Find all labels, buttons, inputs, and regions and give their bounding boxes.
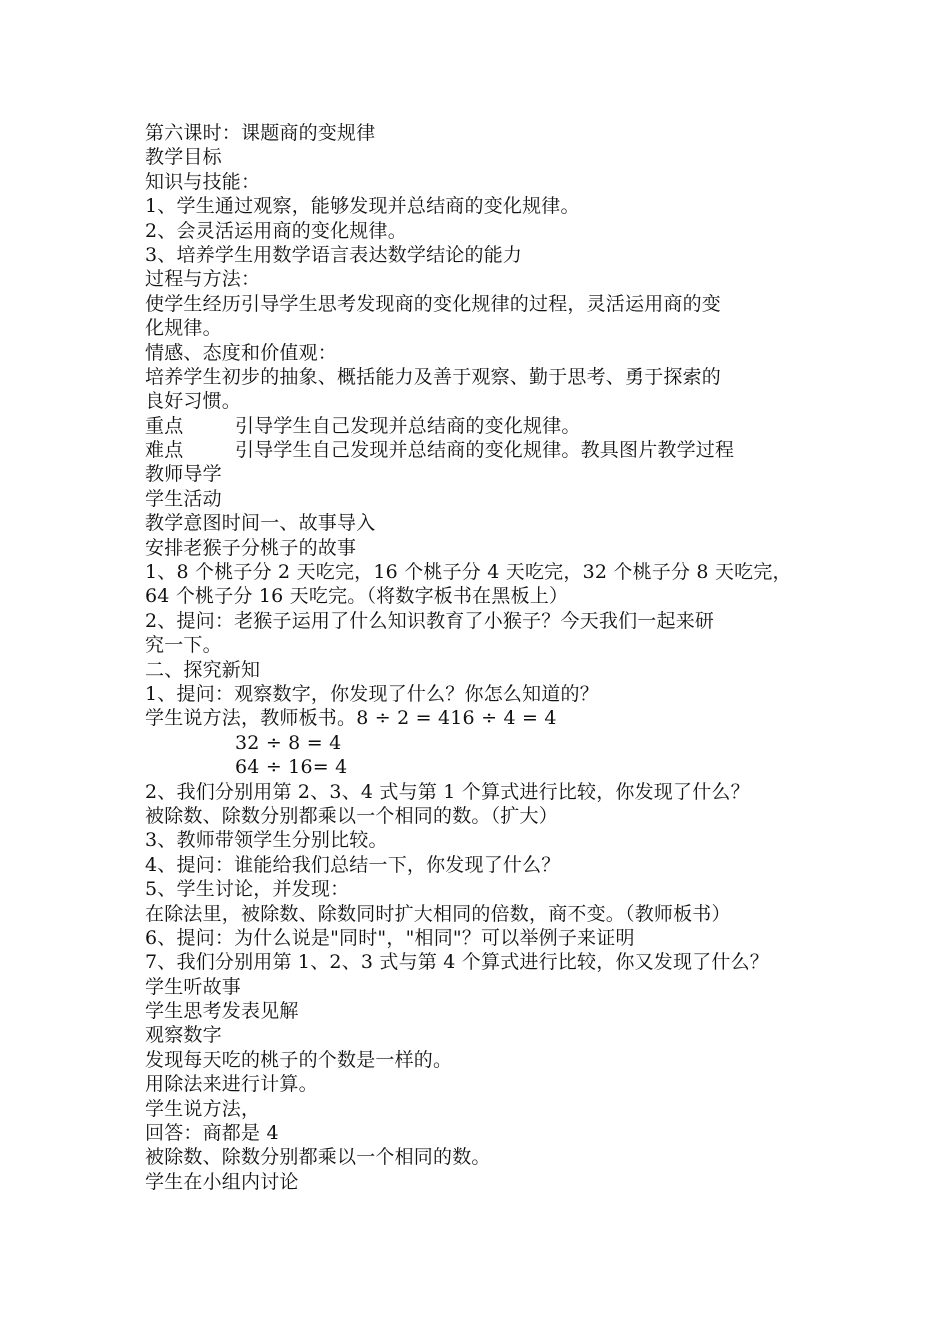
document-page — [145, 121, 825, 1194]
paragraph-line: 6、提问：为什么说是"同时"，"相同"？可以举例子来证明 — [145, 926, 635, 949]
paragraph-line: 教学意图时间一、故事导入 — [145, 512, 376, 535]
paragraph-line: 培养学生初步的抽象、概括能力及善于观察、勤于思考、勇于探索的 — [145, 365, 722, 388]
paragraph-line: 观察数字 — [145, 1024, 222, 1047]
paragraph-line: 回答：商都是 4 — [145, 1122, 279, 1145]
paragraph-line: 学生听故事 — [145, 975, 242, 998]
lesson-title: 第六课时：课题商的变规律 — [145, 122, 376, 144]
paragraph-line: 学生说方法，教师板书。8 ÷ 2 = 416 ÷ 4 = 4 — [145, 707, 557, 730]
subheading: 知识与技能： — [145, 170, 261, 193]
difficult-point-label: 难点 — [145, 439, 184, 462]
difficult-point-line — [145, 438, 825, 462]
paragraph-line: 2、会灵活运用商的变化规律。 — [145, 219, 407, 242]
paragraph-line: 被除数、除数分别都乘以一个相同的数。（扩大） — [145, 804, 558, 827]
paragraph-line: 64 个桃子分 16 天吃完。（将数字板书在黑板上） — [145, 585, 569, 608]
paragraph-line: 使学生经历引导学生思考发现商的变化规律的过程，灵活运用商的变 — [145, 292, 722, 315]
difficult-point-text: 引导学生自己发现并总结商的变化规律。教具图片教学过程 — [235, 439, 735, 462]
paragraph-line: 4、提问：谁能给我们总结一下，你发现了什么？ — [145, 853, 561, 876]
paragraph-line: 7、我们分别用第 1、2、3 式与第 4 个算式进行比较，你又发现了什么？ — [145, 951, 770, 974]
paragraph-line: 3、教师带领学生分别比较。 — [145, 829, 388, 852]
paragraph-line: 学生思考发表见解 — [145, 1000, 299, 1023]
paragraph-line: 教师导学 — [145, 463, 222, 486]
subheading: 过程与方法： — [145, 268, 261, 291]
paragraph-line: 在除法里，被除数、除数同时扩大相同的倍数，商不变。（教师板书） — [145, 902, 731, 925]
equation-line: 32 ÷ 8 = 4 — [235, 731, 342, 754]
paragraph-line: 1、提问：观察数字，你发现了什么？你怎么知道的？ — [145, 682, 599, 705]
key-point-line — [145, 414, 825, 438]
paragraph-line: 化规律。 — [145, 317, 222, 340]
paragraph-line: 安排老猴子分桃子的故事 — [145, 536, 357, 559]
paragraph-line: 究一下。 — [145, 634, 222, 657]
paragraph-line: 发现每天吃的桃子的个数是一样的。 — [145, 1048, 453, 1071]
paragraph-line: 用除法来进行计算。 — [145, 1073, 318, 1096]
key-point-label: 重点 — [145, 414, 184, 437]
paragraph-line: 良好习惯。 — [145, 390, 242, 413]
paragraph-line: 1、8 个桃子分 2 天吃完，16 个桃子分 4 天吃完，32 个桃子分 8 天吃完， — [145, 561, 792, 584]
paragraph-line: 3、培养学生用数学语言表达数学结论的能力 — [145, 243, 523, 266]
paragraph-line: 2、提问：老猴子运用了什么知识教育了小猴子？今天我们一起来研 — [145, 609, 715, 632]
paragraph-line: 学生说方法， — [145, 1097, 261, 1120]
section-heading: 二、探究新知 — [145, 658, 261, 681]
paragraph-line: 2、我们分别用第 2、3、4 式与第 1 个算式进行比较，你发现了什么？ — [145, 780, 750, 803]
subheading: 情感、态度和价值观： — [145, 341, 338, 364]
equation-line: 64 ÷ 16= 4 — [235, 756, 348, 779]
key-point-text: 引导学生自己发现并总结商的变化规律。 — [235, 414, 581, 437]
paragraph-line: 学生活动 — [145, 487, 222, 510]
paragraph-line: 1、学生通过观察，能够发现并总结商的变化规律。 — [145, 195, 580, 218]
paragraph-line: 学生在小组内讨论 — [145, 1170, 299, 1193]
paragraph-line: 被除数、除数分别都乘以一个相同的数。 — [145, 1146, 491, 1169]
section-heading: 教学目标 — [145, 146, 222, 169]
paragraph-line: 5、学生讨论，并发现： — [145, 878, 350, 901]
